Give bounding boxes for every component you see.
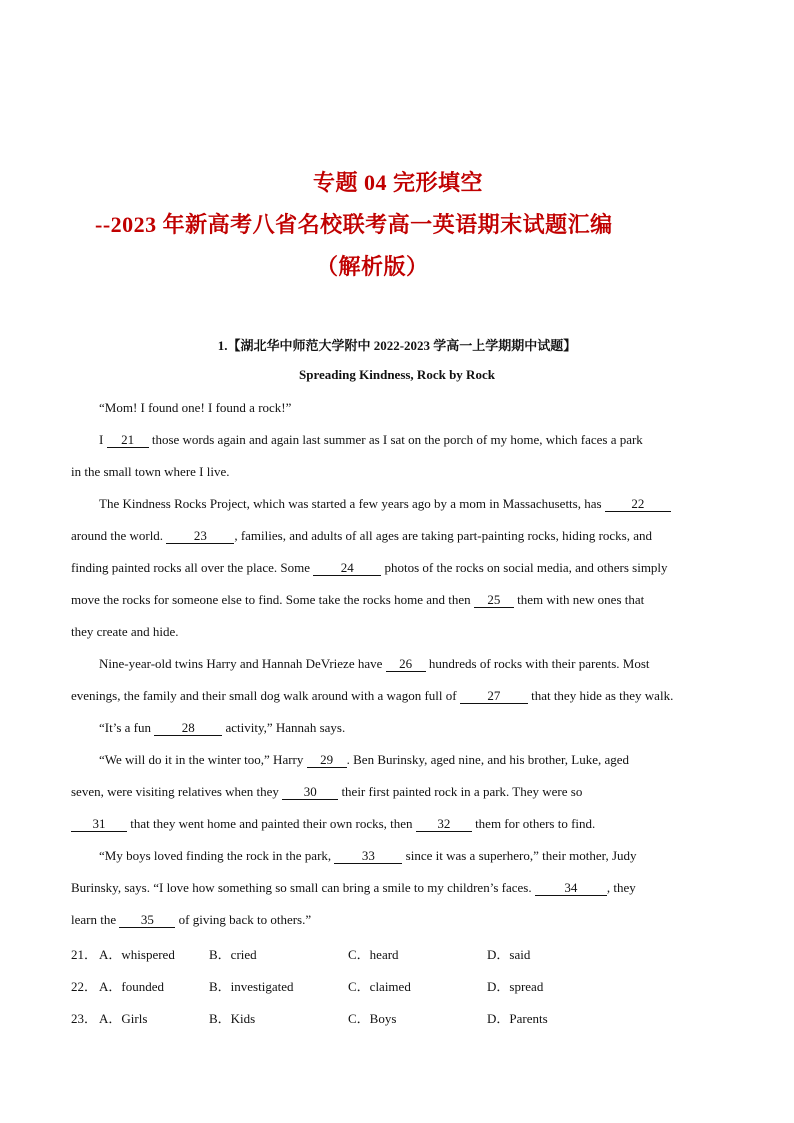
passage-line: learn the 35 of giving back to others.” bbox=[71, 912, 312, 927]
blank-35: 35 bbox=[119, 913, 175, 928]
option-b: B．investigated bbox=[209, 979, 294, 994]
option-d: D．spread bbox=[487, 979, 544, 994]
option-a: A．founded bbox=[99, 979, 164, 994]
passage-line: Burinsky, says. “I love how something so small can bring a smile to my children’s faces. 34 , they bbox=[71, 880, 636, 895]
blank-33: 33 bbox=[334, 849, 402, 864]
passage-line: in the small town where I live. bbox=[71, 464, 230, 479]
option-d: D．Parents bbox=[487, 1011, 548, 1026]
passage-line: seven, were visiting relatives when they 30 their first painted rock in a park. They were so bbox=[71, 784, 583, 799]
question-source: 1.【湖北华中师范大学附中 2022-2023 学高一上学期期中试题】 bbox=[217, 338, 577, 353]
passage-line: evenings, the family and their small dog walk around with a wagon full of 27 that they hide as they walk. bbox=[71, 688, 674, 703]
document-title: 专题 04 完形填空 bbox=[313, 170, 484, 195]
blank-34: 34 bbox=[535, 881, 607, 896]
blank-24: 24 bbox=[313, 561, 381, 576]
option-number: 22． bbox=[71, 979, 98, 994]
passage-line: finding painted rocks all over the place. Some 24 photos of the rocks on social media, and others simply bbox=[71, 560, 668, 575]
option-c: C．Boys bbox=[348, 1011, 397, 1026]
blank-25: 25 bbox=[474, 593, 514, 608]
option-number: 21． bbox=[71, 947, 98, 962]
blank-21: 21 bbox=[107, 433, 149, 448]
blank-28: 28 bbox=[154, 721, 222, 736]
option-c: C．claimed bbox=[348, 979, 411, 994]
passage-line: Nine-year-old twins Harry and Hannah DeVrieze have 26 hundreds of rocks with their parents. Most bbox=[99, 656, 650, 671]
blank-29: 29 bbox=[307, 753, 347, 768]
blank-26: 26 bbox=[386, 657, 426, 672]
blank-30: 30 bbox=[282, 785, 338, 800]
passage-line: around the world. 23 , families, and adults of all ages are taking part-painting rocks, hiding rocks, and bbox=[71, 528, 653, 543]
option-b: B．Kids bbox=[209, 1011, 256, 1026]
passage-line: move the rocks for someone else to find. Some take the rocks home and then 25 them with new ones that bbox=[71, 592, 645, 607]
passage-line: “It’s a fun 28 activity,” Hannah says. bbox=[99, 720, 346, 735]
passage-line: “Mom! I found one! I found a rock!” bbox=[99, 400, 292, 415]
document-subtitle: --2023 年新高考八省名校联考高一英语期末试题汇编 bbox=[95, 212, 613, 237]
blank-27: 27 bbox=[460, 689, 528, 704]
passage-line: “My boys loved finding the rock in the park, 33 since it was a superhero,” their mother, Judy bbox=[99, 848, 637, 863]
passage-line: I 21 those words again and again last summer as I sat on the porch of my home, which faces a park bbox=[99, 432, 643, 447]
option-number: 23． bbox=[71, 1011, 98, 1026]
passage-line: they create and hide. bbox=[71, 624, 179, 639]
option-b: B．cried bbox=[209, 947, 257, 962]
blank-22: 22 bbox=[605, 497, 671, 512]
passage-line: The Kindness Rocks Project, which was started a few years ago by a mom in Massachusetts, has 22 bbox=[99, 496, 671, 512]
blank-32: 32 bbox=[416, 817, 472, 832]
blank-23: 23 bbox=[166, 529, 234, 544]
document-edition-note: （解析版） bbox=[316, 254, 429, 279]
passage-line: “We will do it in the winter too,” Harry 29 . Ben Burinsky, aged nine, and his brother, Luke, aged bbox=[99, 752, 630, 767]
option-d: D．said bbox=[487, 947, 531, 962]
option-a: A．Girls bbox=[99, 1011, 148, 1026]
passage-line: 31 that they went home and painted their own rocks, then 32 them for others to find. bbox=[71, 816, 595, 832]
passage-title: Spreading Kindness, Rock by Rock bbox=[299, 367, 495, 382]
option-a: A．whispered bbox=[99, 947, 175, 962]
blank-31: 31 bbox=[71, 817, 127, 832]
option-c: C．heard bbox=[348, 947, 399, 962]
